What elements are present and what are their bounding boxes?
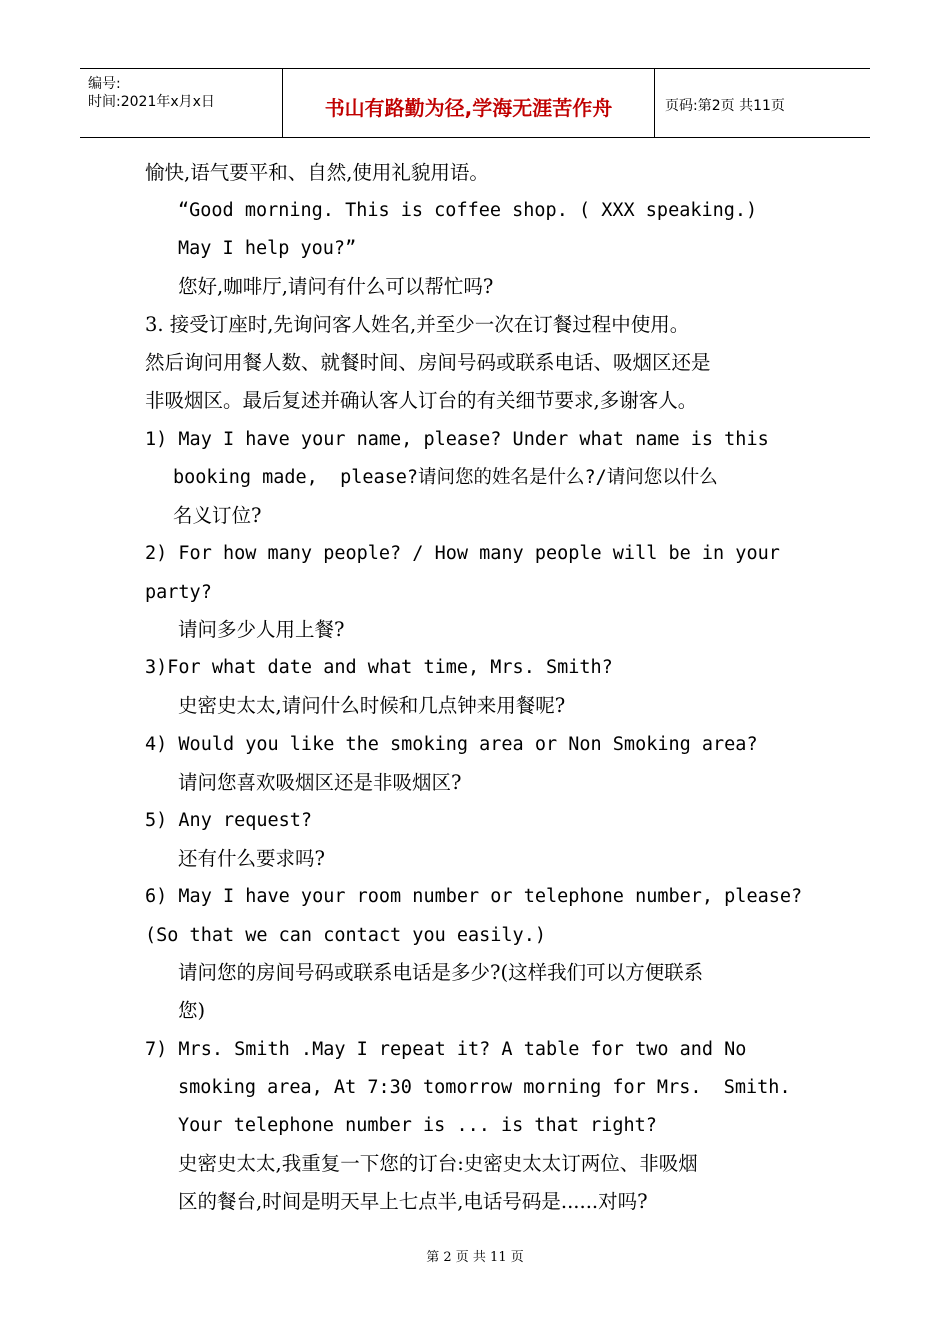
body-line: 1) May I have your name, please? Under what name is this (145, 429, 769, 450)
body-line: 6) May I have your room number or telephone number, please? (145, 886, 803, 907)
body-line: 您) (178, 999, 206, 1022)
body-line: 7) Mrs. Smith .May I repeat it? A table for two and No (145, 1039, 747, 1060)
body-line: 还有什么要求吗? (178, 847, 325, 870)
body-line: 非吸烟区。最后复述并确认客人订台的有关细节要求,多谢客人。 (145, 389, 698, 412)
body-line: 请问多少人用上餐? (178, 618, 345, 641)
page-footer: 第 2 页 共 11 页 (426, 1250, 524, 1265)
body-line: 4) Would you like the smoking area or Non Smoking area? (145, 734, 758, 755)
body-line: 史密史太太,我重复一下您的订台:史密史太太订两位、非吸烟 (178, 1152, 698, 1175)
time-label: 时间:2021年x月x日 (88, 94, 215, 110)
body-line: 区的餐台,时间是明天早上七点半,电话号码是......对吗? (178, 1190, 648, 1213)
body-line: 然后询问用餐人数、就餐时间、房间号码或联系电话、吸烟区还是 (145, 351, 711, 374)
body-line: 史密史太太,请问什么时候和几点钟来用餐呢? (178, 694, 566, 717)
body-line: 请问您的房间号码或联系电话是多少?(这样我们可以方便联系 (178, 961, 704, 984)
body-line: 请问您喜欢吸烟区还是非吸烟区? (178, 771, 462, 794)
body-line: party? (145, 582, 212, 603)
page-indicator: 页码:第2页 共11页 (665, 98, 785, 114)
body-line: 您好,咖啡厅,请问有什么可以帮忙吗? (178, 275, 494, 298)
motto-text: 书山有路勤为径,学海无涯苦作舟 (324, 96, 613, 120)
body-line: 3)For what date and what time, Mrs. Smith? (145, 657, 613, 678)
body-line: Your telephone number is ... is that right? (178, 1115, 657, 1136)
body-line: “Good morning. This is coffee shop. ( XXX speaking.) (178, 200, 758, 221)
body-line: smoking area, At 7:30 tomorrow morning for Mrs. Smith. (178, 1077, 791, 1098)
body-line: 名义订位? (173, 504, 262, 527)
body-line: 5) Any request? (145, 810, 313, 831)
body-line: May I help you?” (178, 238, 357, 259)
body-line: booking made, please?请问您的姓名是什么?/请问您以什么 (173, 467, 718, 488)
body-line: 愉快,语气要平和、自然,使用礼貌用语。 (145, 161, 489, 184)
body-line: 3. 接受订座时,先询问客人姓名,并至少一次在订餐过程中使用。 (145, 313, 690, 336)
body-line: (So that we can contact you easily.) (145, 925, 546, 946)
body-line: 2) For how many people? / How many people will be in your (145, 543, 780, 564)
code-label: 编号: (88, 76, 121, 92)
